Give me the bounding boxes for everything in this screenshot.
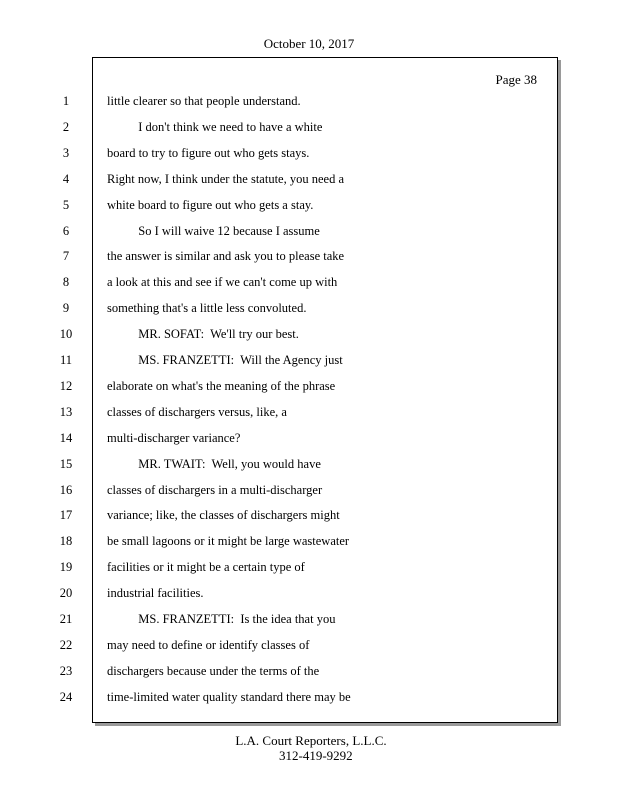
transcript-line: be small lagoons or it might be large wastewater xyxy=(107,534,350,549)
line-number: 20 xyxy=(59,586,73,601)
footer-company: L.A. Court Reporters, L.L.C. xyxy=(235,733,387,748)
transcript-line: white board to figure out who gets a stay. xyxy=(107,197,314,212)
transcript-line: multi-discharger variance? xyxy=(107,430,241,445)
line-number: 15 xyxy=(59,456,73,471)
line-number: 14 xyxy=(59,430,73,445)
transcript-line: little clearer so that people understand. xyxy=(107,94,301,108)
line-number: 5 xyxy=(62,197,70,212)
transcript-line: something that's a little less convoluted. xyxy=(107,301,307,316)
transcript-line: MR. TWAIT: Well, you would have xyxy=(107,456,321,471)
line-number: 23 xyxy=(59,663,73,678)
page-number: Page 38 xyxy=(495,72,537,87)
line-number: 21 xyxy=(59,612,73,626)
transcript-line: facilities or it might be a certain type of xyxy=(107,560,305,575)
transcript-line: MR. SOFAT: We'll try our best. xyxy=(107,327,299,342)
transcript-line: variance; like, the classes of dischargers might xyxy=(107,508,340,523)
transcript-line: elaborate on what's the meaning of the phrase xyxy=(107,378,336,393)
transcript-line: may need to define or identify classes of xyxy=(107,637,310,652)
line-number: 16 xyxy=(59,482,73,497)
transcript-line: Right now, I think under the statute, you need a xyxy=(107,171,344,186)
transcript-line: dischargers because under the terms of the xyxy=(107,663,320,678)
transcript-line: So I will waive 12 because I assume xyxy=(107,223,320,238)
transcript-line: MS. FRANZETTI: Is the idea that you xyxy=(107,612,336,626)
line-number: 3 xyxy=(62,145,70,160)
line-number: 19 xyxy=(59,560,73,575)
header-date: October 10, 2017 xyxy=(263,36,355,51)
line-number: 4 xyxy=(62,171,70,186)
line-number: 10 xyxy=(59,327,73,342)
transcript-line: classes of dischargers in a multi-discharger xyxy=(107,482,323,497)
line-number: 1 xyxy=(62,94,70,108)
transcript-line: board to try to figure out who gets stays. xyxy=(107,145,310,160)
line-number: 17 xyxy=(59,508,73,523)
line-number: 9 xyxy=(62,301,70,316)
line-number: 7 xyxy=(62,249,70,264)
line-number: 8 xyxy=(62,275,70,290)
line-number: 18 xyxy=(59,534,73,549)
transcript-line: industrial facilities. xyxy=(107,586,204,601)
line-number: 6 xyxy=(62,223,70,238)
transcript-line: I don't think we need to have a white xyxy=(107,119,323,134)
transcript-line: time-limited water quality standard there may be xyxy=(107,689,351,704)
line-number: 13 xyxy=(59,404,73,419)
transcript-line: classes of dischargers versus, like, a xyxy=(107,404,287,419)
line-number: 11 xyxy=(59,353,73,367)
line-number: 12 xyxy=(59,378,73,393)
footer-phone: 312-419-9292 xyxy=(279,748,353,763)
transcript-line: the answer is similar and ask you to please take xyxy=(107,249,345,264)
transcript-line: MS. FRANZETTI: Will the Agency just xyxy=(107,353,343,367)
transcript-line: a look at this and see if we can't come up with xyxy=(107,275,338,290)
line-number: 22 xyxy=(59,637,73,652)
line-number: 24 xyxy=(59,689,73,704)
line-number: 2 xyxy=(62,119,70,134)
